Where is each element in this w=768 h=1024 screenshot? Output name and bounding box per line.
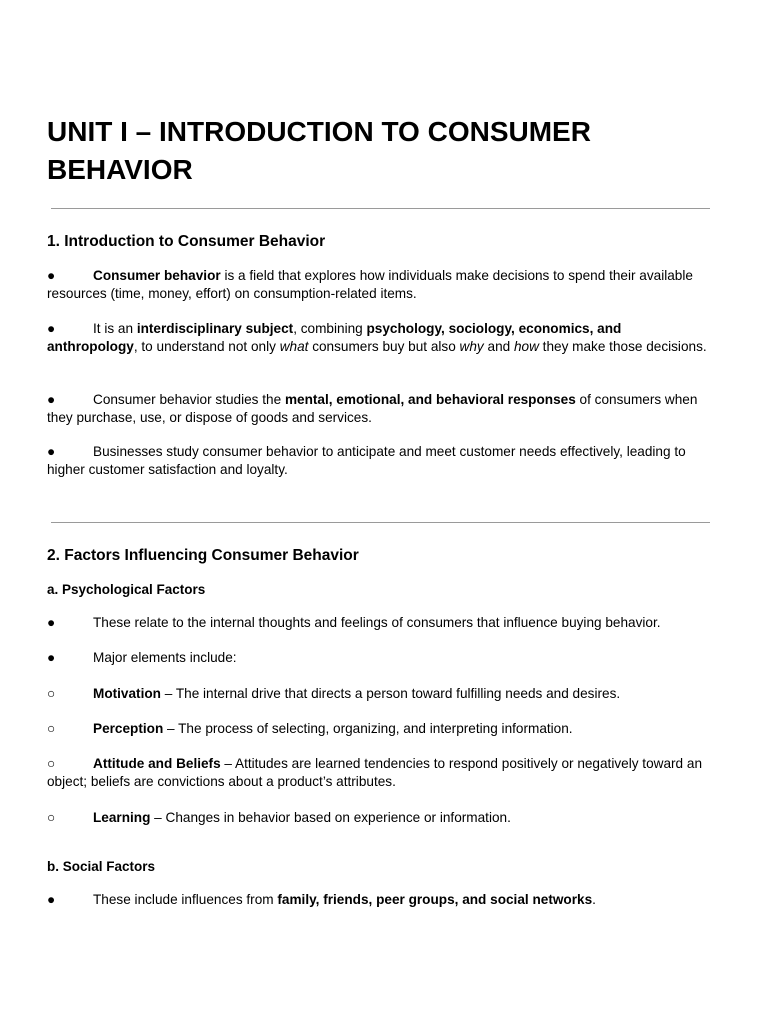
bold-term: family, friends, peer groups, and social networks (277, 892, 593, 907)
paragraph-text: , to understand not only (133, 339, 280, 354)
bullet-icon: ● (47, 268, 56, 283)
section-heading: 1. Introduction to Consumer Behavior (47, 233, 326, 250)
hollow-bullet-icon: ○ (47, 810, 56, 825)
list-item (47, 443, 715, 479)
paragraph-text: is a field that explores how individuals make decisions to spend their available resources (time, money, effort) on consumption-related items. (47, 268, 693, 301)
paragraph-text: and (483, 339, 514, 354)
bold-term: mental, emotional, and behavioral responses (284, 392, 576, 407)
bold-term: psychology, sociology, economics, and anthropology (47, 321, 622, 354)
italic-term: how (513, 339, 539, 354)
horizontal-divider (51, 208, 710, 209)
bullet-icon: ● (47, 392, 56, 407)
section-heading: 2. Factors Influencing Consumer Behavior (47, 547, 359, 564)
sub-list-item (47, 809, 715, 827)
paragraph-text: of consumers when they purchase, use, or dispose of goods and services. (47, 392, 698, 425)
italic-term: why (459, 339, 484, 354)
hollow-bullet-icon: ○ (47, 721, 56, 736)
bold-term: Perception (93, 721, 164, 736)
paragraph-text: – The process of selecting, organizing, and interpreting information. (163, 721, 573, 736)
paragraph-text: These relate to the internal thoughts and feelings of consumers that influence buying behavior. (93, 615, 661, 630)
italic-term: what (279, 339, 309, 354)
paragraph-text: It is an (93, 321, 137, 336)
list-item (47, 649, 715, 667)
paragraph-text: consumers buy but also (308, 339, 460, 354)
horizontal-divider (51, 522, 710, 523)
bullet-icon: ● (47, 321, 56, 336)
bold-term: Attitude and Beliefs (93, 756, 221, 771)
bold-term: Learning (93, 810, 151, 825)
paragraph-text: – The internal drive that directs a person toward fulfilling needs and desires. (160, 686, 621, 701)
bold-term: Motivation (93, 686, 161, 701)
list-item (47, 267, 715, 303)
bullet-icon: ● (47, 444, 56, 459)
hollow-bullet-icon: ○ (47, 756, 56, 771)
list-item (47, 614, 715, 632)
subsection-heading: a. Psychological Factors (47, 582, 206, 597)
paragraph-text: – Changes in behavior based on experience or information. (150, 810, 511, 825)
sub-list-item (47, 755, 715, 791)
bullet-icon: ● (47, 615, 56, 630)
paragraph-text: – Attitudes are learned tendencies to respond positively or negatively toward an object; beliefs are convictions about a product’s attributes. (47, 756, 703, 789)
paragraph-text: . (592, 892, 596, 907)
list-item (47, 891, 715, 909)
paragraph-text: Consumer behavior studies the (93, 392, 285, 407)
hollow-bullet-icon: ○ (47, 686, 56, 701)
paragraph-text: , combining (293, 321, 367, 336)
paragraph-text: Businesses study consumer behavior to anticipate and meet customer needs effectively, leading to higher customer satisfaction and loyalty. (47, 444, 686, 477)
bold-term: Consumer behavior (93, 268, 221, 283)
list-item (47, 391, 715, 427)
list-item (47, 320, 715, 356)
paragraph-text: they make those decisions. (538, 339, 707, 354)
subsection-heading: b. Social Factors (47, 859, 156, 874)
bullet-icon: ● (47, 650, 56, 665)
sub-list-item (47, 685, 715, 703)
paragraph-text: These include influences from (93, 892, 278, 907)
bullet-icon: ● (47, 892, 56, 907)
bold-term: interdisciplinary subject (136, 321, 294, 336)
paragraph-text: Major elements include: (93, 650, 237, 665)
sub-list-item (47, 720, 715, 738)
page-title: UNIT I – INTRODUCTION TO CONSUMER BEHAVIOR (47, 116, 591, 185)
